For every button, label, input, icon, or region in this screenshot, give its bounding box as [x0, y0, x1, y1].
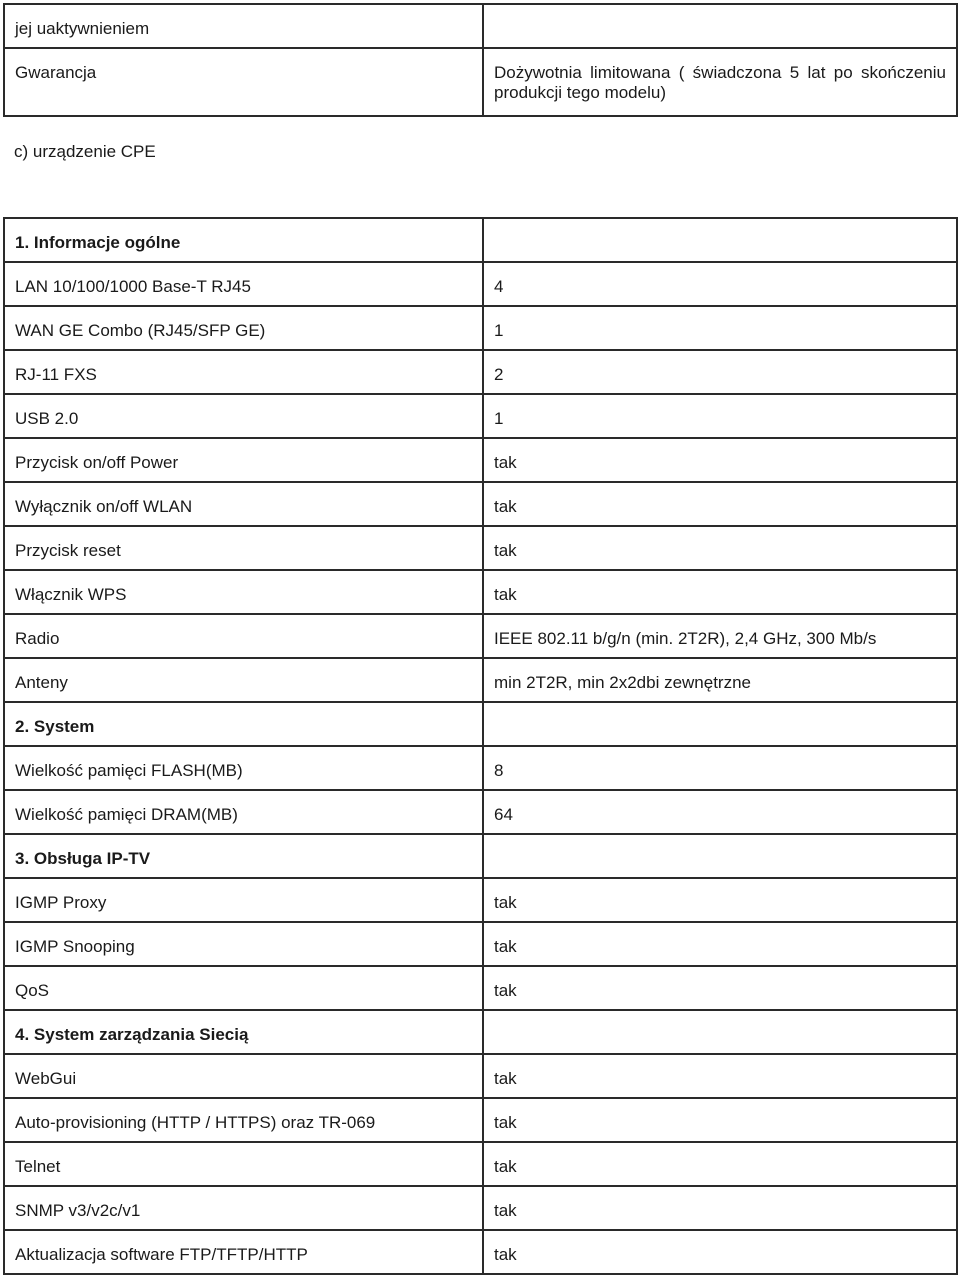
- spec-value: tak: [483, 1230, 957, 1274]
- section-row: [4, 1010, 957, 1054]
- spec-value: tak: [483, 570, 957, 614]
- section-row: [4, 702, 957, 746]
- warranty-table: [3, 3, 958, 117]
- spec-label: Telnet: [4, 1142, 483, 1186]
- spec-value: 1: [483, 394, 957, 438]
- spec-label: Włącznik WPS: [4, 570, 483, 614]
- spec-label: IGMP Proxy: [4, 878, 483, 922]
- spec-label: WAN GE Combo (RJ45/SFP GE): [4, 306, 483, 350]
- spec-value: [483, 218, 957, 262]
- section-row: [4, 218, 957, 262]
- spec-label: Wielkość pamięci DRAM(MB): [4, 790, 483, 834]
- spec-value: 1: [483, 306, 957, 350]
- cpe-spec-table: [3, 217, 958, 1275]
- table-row: [4, 658, 957, 702]
- spec-value: [483, 834, 957, 878]
- section-title: 3. Obsługa IP-TV: [4, 834, 483, 878]
- table-row: [4, 482, 957, 526]
- table-row: [4, 262, 957, 306]
- spec-value: tak: [483, 438, 957, 482]
- table-row: [4, 1054, 957, 1098]
- table-row: [4, 1142, 957, 1186]
- spec-value: 8: [483, 746, 957, 790]
- table-row: [4, 1230, 957, 1274]
- spec-value: tak: [483, 878, 957, 922]
- table-row: [4, 1186, 957, 1230]
- table-row: [4, 48, 957, 116]
- spec-value: tak: [483, 1098, 957, 1142]
- section-heading-cpe: c) urządzenie CPE: [14, 142, 156, 161]
- table-row: [4, 394, 957, 438]
- spec-value: tak: [483, 526, 957, 570]
- row-label: Gwarancja: [4, 48, 483, 116]
- spec-label: SNMP v3/v2c/v1: [4, 1186, 483, 1230]
- table-row: [4, 438, 957, 482]
- spec-label: USB 2.0: [4, 394, 483, 438]
- spec-label: IGMP Snooping: [4, 922, 483, 966]
- table-row: [4, 350, 957, 394]
- table-row: [4, 790, 957, 834]
- row-value: Dożywotnia limitowana ( świadczona 5 lat po skończeniu produkcji tego modelu): [483, 48, 957, 116]
- table-row: [4, 966, 957, 1010]
- spec-label: Przycisk on/off Power: [4, 438, 483, 482]
- spec-label: Aktualizacja software FTP/TFTP/HTTP: [4, 1230, 483, 1274]
- spec-label: Przycisk reset: [4, 526, 483, 570]
- spec-label: Anteny: [4, 658, 483, 702]
- spec-label: LAN 10/100/1000 Base-T RJ45: [4, 262, 483, 306]
- table-row: [4, 922, 957, 966]
- table-row: [4, 306, 957, 350]
- spec-value: tak: [483, 482, 957, 526]
- spec-value: [483, 702, 957, 746]
- spec-label: WebGui: [4, 1054, 483, 1098]
- spec-label: Auto-provisioning (HTTP / HTTPS) oraz TR-069: [4, 1098, 483, 1142]
- spec-value: tak: [483, 922, 957, 966]
- spec-value: min 2T2R, min 2x2dbi zewnętrzne: [483, 658, 957, 702]
- table-row: [4, 570, 957, 614]
- section-title: 1. Informacje ogólne: [4, 218, 483, 262]
- spec-label: RJ-11 FXS: [4, 350, 483, 394]
- section-title: 2. System: [4, 702, 483, 746]
- spec-label: QoS: [4, 966, 483, 1010]
- table-row: [4, 746, 957, 790]
- table-row: [4, 878, 957, 922]
- table-row: [4, 1098, 957, 1142]
- spec-value: 64: [483, 790, 957, 834]
- spec-value: 4: [483, 262, 957, 306]
- table-row: [4, 614, 957, 658]
- spec-label: Wyłącznik on/off WLAN: [4, 482, 483, 526]
- spec-value: 2: [483, 350, 957, 394]
- spec-label: Wielkość pamięci FLASH(MB): [4, 746, 483, 790]
- spec-label: Radio: [4, 614, 483, 658]
- spec-value: tak: [483, 1142, 957, 1186]
- table-row: [4, 4, 957, 48]
- row-value: [483, 4, 957, 48]
- section-row: [4, 834, 957, 878]
- spec-value: tak: [483, 966, 957, 1010]
- spec-value: tak: [483, 1054, 957, 1098]
- spec-value: IEEE 802.11 b/g/n (min. 2T2R), 2,4 GHz, 300 Mb/s: [483, 614, 957, 658]
- row-label: jej uaktywnieniem: [4, 4, 483, 48]
- spec-value: tak: [483, 1186, 957, 1230]
- section-title: 4. System zarządzania Siecią: [4, 1010, 483, 1054]
- table-row: [4, 526, 957, 570]
- spec-value: [483, 1010, 957, 1054]
